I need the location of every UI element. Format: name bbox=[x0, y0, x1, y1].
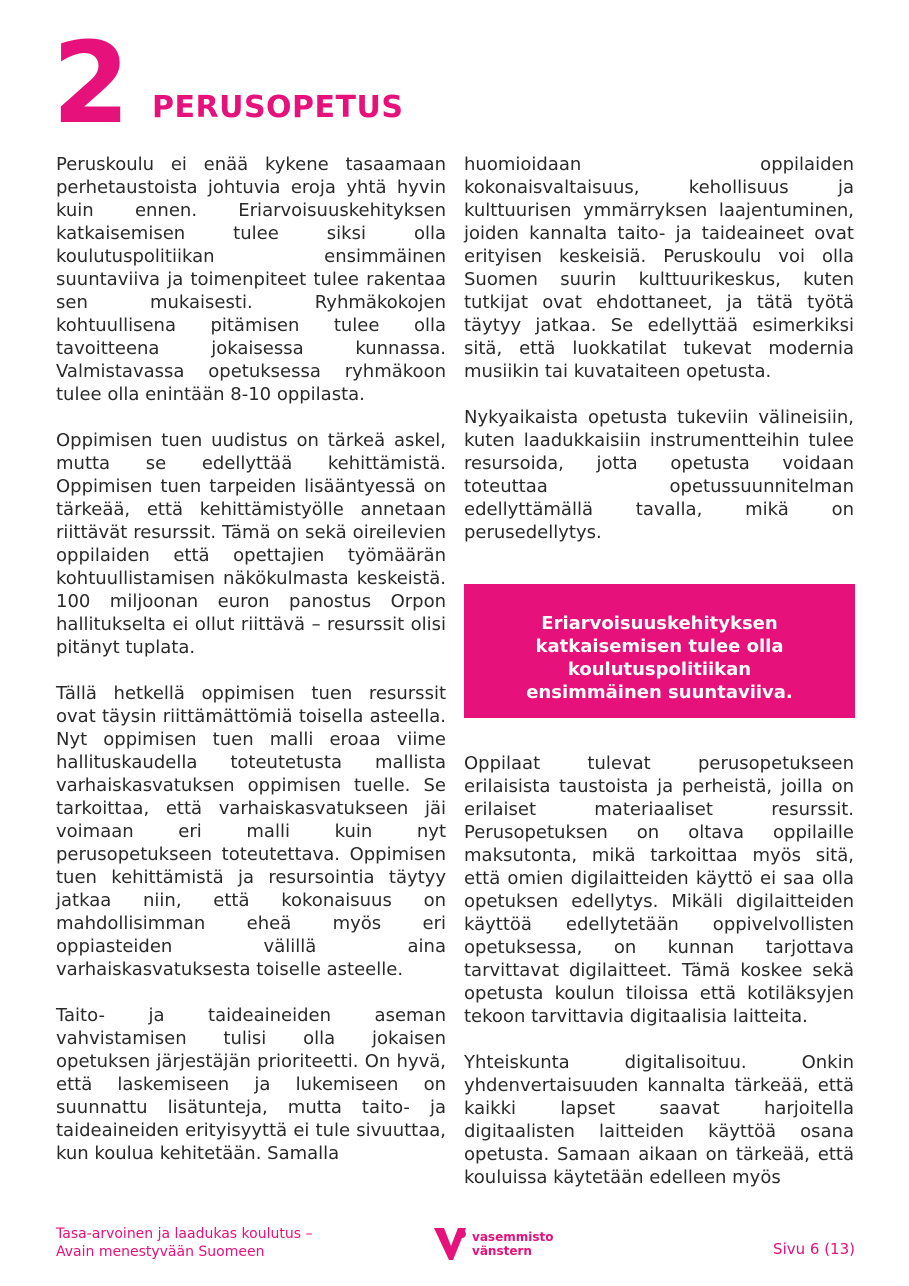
pull-quote-callout bbox=[464, 584, 855, 718]
chapter-title: PERUSOPETUS bbox=[152, 90, 404, 125]
paragraph: Peruskoulu ei enää kykene tasaamaan perhetaustoista johtuvia eroja yhtä hyvin kuin ennen. Eriarvoisuuskehityksen katkaisemisen tulee siksi olla koulutuspolitiikan ensimmäinen suuntaviiva ja toimenpiteet tulee rakentaa sen mukaisesti. Ryhmäkokojen kohtuullisena pitämisen tulee olla tavoitteena jokaisessa kunnassa. Valmistavassa opetuksessa ryhmäkoon tulee olla enintään 8-10 oppilasta. bbox=[56, 154, 446, 405]
paragraph: Nykyaikaista opetusta tukeviin välineisiin, kuten laadukkaisiin instrumentteihin tulee resursoida, jotta opetusta voidaan toteuttaa opetussuunnitelman edellyttämällä tavalla, mikä on perusedellytys. bbox=[464, 407, 854, 543]
footer-title-line: Tasa-arvoinen ja laadukas koulutus – bbox=[56, 1226, 313, 1242]
paragraph: huomioidaan oppilaiden kokonaisvaltaisuus, kehollisuus ja kulttuurisen ymmärryksen laajentuminen, joiden kannalta taito- ja taideaineet ovat erityisen keskeisiä. Peruskoulu voi olla Suomen suurin kulttuurikeskus, kuten tutkijat ovat ehdottaneet, ja tätä työtä täytyy jatkaa. Se edellyttää esimerkiksi sitä, että luokkatilat tukevat modernia musiikin tai kuvataiteen opetusta. bbox=[464, 154, 854, 382]
logo-wordmark bbox=[472, 1230, 553, 1258]
page-number: Sivu 6 (13) bbox=[773, 1240, 855, 1258]
logo-line: vasemmisto bbox=[472, 1230, 554, 1244]
logo-line: vänstern bbox=[472, 1244, 532, 1258]
footer-document-title bbox=[56, 1225, 356, 1261]
paragraph: Yhteiskunta digitalisoituu. Onkin yhdenvertaisuuden kannalta tärkeää, että kaikki lapset saavat harjoitella digitaalisten laitteiden käyttöä osana opetusta. Samaan aikaan on tärkeää, että kouluissa käytetään edelleen myös bbox=[464, 1052, 854, 1188]
v-logo-icon bbox=[432, 1224, 468, 1264]
right-column-bottom bbox=[464, 752, 854, 1212]
chapter-number: 2 bbox=[52, 19, 130, 149]
paragraph: Taito- ja taideaineiden aseman vahvistamisen tulisi olla jokaisen opetuksen järjestäjän prioriteetti. On hyvä, että laskemiseen ja lukemiseen on suunnattu lisätunteja, mutta taito- ja taideaineiden erityisyyttä ei tule sivuuttaa, kun koulua kehitetään. Samalla bbox=[56, 1005, 446, 1164]
paragraph: Tällä hetkellä oppimisen tuen resurssit ovat täysin riittämättömiä toisella asteella. Nyt oppimisen tuen malli eroaa viime hallituskaudella toteutetusta mallista varhaiskasvatuksen oppimisen tuelle. Se tarkoittaa, että varhaiskasvatukseen jäi voimaan eri malli kuin nyt perusopetukseen toteutettava. Oppimisen tuen kehittämistä ja resursointia täytyy jatkaa niin, että kokonaisuus on mahdollisimman eheä myös eri oppiasteiden välillä aina varhaiskasvatuksesta toiselle asteelle. bbox=[56, 683, 446, 980]
paragraph: Oppilaat tulevat perusopetukseen erilaisista taustoista ja perheistä, joilla on erilaiset materiaaliset resurssit. Perusopetuksen on oltava oppilaille maksutonta, mikä tarkoittaa myös sitä, että omien digilaitteiden käyttö ei saa olla opetuksen edellytys. Mikäli digilaitteiden käyttöä edellytetään oppivelvollisten opetuksessa, on kunnan tarjottava tarvittavat digilaitteet. Tämä koskee sekä opetusta koulun tiloissa että kotiläksyjen tekoon tarvittavia digitaalisia laitteita. bbox=[464, 753, 854, 1027]
left-column bbox=[56, 153, 446, 1188]
right-column-top bbox=[464, 153, 854, 567]
party-logo bbox=[432, 1224, 553, 1264]
paragraph: Oppimisen tuen uudistus on tärkeä askel, mutta se edellyttää kehittämistä. Oppimisen tuen tarpeiden lisääntyessä on tärkeää, että kehittämistyölle annetaan riittävät resurssit. Tämä on sekä oireilevien oppilaiden että opettajien työmäärän kohtuullistamisen näkökulmasta keskeistä. 100 miljoonan euron panostus Orpon hallitukselta ei ollut riittävä – resurssit olisi pitänyt tuplata. bbox=[56, 430, 446, 658]
pull-quote-text: Eriarvoisuuskehityksen katkaisemisen tulee olla koulutuspolitiikan ensimmäinen suuntaviiva. bbox=[526, 613, 793, 703]
footer-title-line: Avain menestyvään Suomeen bbox=[56, 1244, 265, 1260]
